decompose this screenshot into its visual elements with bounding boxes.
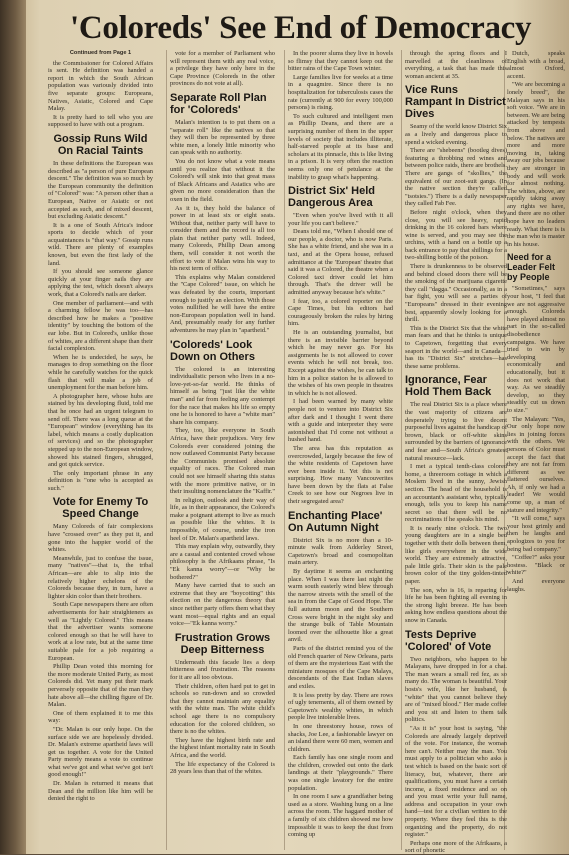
- paragraph: By daytime it seems an enchanting place. When I was there last night the warm south easterly wind blew through the narrow streets with the smell of the sea in from the Cape of Good Hope. The full autumn moon and the Southern Cross were bright in the night sky and the strange bulk of Table Mountain loomed over the silhouette like a great anvil.: [288, 568, 393, 644]
- paragraph: Deans told me, "When I should one of our people, a doctor, who is now Paris. She has a white friend, and she was in a taxi, and at the Opera house, refused admittance at the 'European' theatre that said it was a Colored, the theatre when a Colored taxi driver could let him through. That's the driver will be admitted anyway because he's white.": [288, 228, 393, 297]
- column-rule: [401, 50, 402, 850]
- paragraph: Before night o'clock, when they close, you will see heavy, rapid drinking in the 16 colored bars where wine is served, and you may see the urchins, with a hand on a bottle up a back entrance to pay that shillings for a two-shilling bottle of the poison.: [405, 208, 507, 262]
- paragraph: It is nearly nine o'clock. The two young daughters are in a single bed together with their dolls between them, like girls everywhere in the wide world. They are extremely attractive, pale little girls. Their skin is the pale brown color of the tiny golden-tinted paper.: [405, 524, 507, 586]
- paragraph: You do not know what a vote means until you realize that without it the Colored's will sink into that great mass of Black Africans and Asiatics who are given no more consideration than the oxen in the field.: [170, 157, 275, 203]
- paragraph: South Cape newspapers there are often advertisements for hair straighteners as well as "Lightly Colored." This means that the advertiser wants someone colored enough so that he will have to work at a low rate, but at the same time suitable pale for a job requiring a European.: [48, 601, 153, 662]
- paragraph: Two neighbors, who happen to be Malayans, have dropped in for a chat. The man wears a small red fez, as so many do. The woman is beautiful. Your hosts's wife, like her husband, is "white" that you cannot believe they are of "mixed blood." Her made coffee and you sit and listen to them talk politics.: [405, 655, 507, 724]
- paragraph: There are "shebeens" (bootleg dives) featuring a throbbing red wines and between police raids, there are brothels. There are gangs of "skollies," the equivalent of our zoot-suit gangs. (In the native section they're called "tsotsies.") There is a daily newspaper they called Fab Fee.: [405, 147, 507, 208]
- paragraph: One of them explained it to me this way:: [48, 709, 153, 725]
- subheading: Need for a Leader Felt by People: [507, 252, 556, 283]
- paragraph: In religion, outlook and their way of life, as in their appearance, the Colored's make a poignant attempt to live as much as possible like the whites. It is impossible, of course, under the iron heel of Dr. Malan's apartheid laws.: [170, 496, 275, 542]
- paragraph: In one room I saw a grandfather being used as a store. Washing hung on a line across the room. The haggard mother of a family of six children showed me how impossible it was to keep the dust from coming up: [288, 793, 393, 839]
- paragraph: Many have carried that to such an extreme that they are "boycotting" this election on the dangerous theory that since neither party offers them what they want most—equal rights and an equal voice—"Ek kanna worry.": [170, 582, 275, 628]
- paragraph: A photographer here, whose hubs are stained by his developing fluid, told me that he once had an urgent telegram to send off. There was a long queue at the "European" window (everything has its label, which means a costly duplication of services) and so the photographer stepped up to the non-European window, showed his stained fingers, shrugged, and got quick service.: [48, 392, 153, 469]
- paragraph: If you should see someone glance quickly at your finger nails they are applying the test, which doesn't always work, that a Colored's nails are darker.: [48, 268, 153, 299]
- paragraph: It is less pretty by day. There are rows of ugly tenements, all of them owned by Capetown's wealthy whites, in which people live intolerable lives.: [288, 691, 393, 722]
- column-5: [507, 50, 565, 850]
- paragraph: "Coffee?" asks your hostess. "Black or white?": [507, 554, 565, 577]
- paragraph: Underneath this facade lies a deep bitterness and frustration. The reasons for it are all too obvious.: [170, 658, 275, 681]
- paragraph: Phillip Dean voted this morning for the more moderate United Party, as most Coloreds did. Yet many put their mark perversely opposite that of the man they hate above all—the chilling figure of Dr. Malan.: [48, 663, 153, 709]
- subheading: Separate Roll Plan for 'Coloreds': [170, 91, 267, 116]
- paragraph: I fear, too, a colored reporter on the Cape Times, but his editors had courageously broken the rules by hiring him.: [288, 297, 393, 328]
- paragraph: In these definitions the European was described as "a person of pure European descent." The definition was so much by the European community the definition of "Colored" was: "A person other than a European, Native or Asiatic or not accepted as such, and of mixed descent, but excluding Asiatic descent.": [48, 159, 153, 221]
- paragraph: Malan's intention is to put them on a "separate roll" like the natives so that they will then be represented by three white men, a lonely little minority who can speak with no authority.: [170, 118, 275, 157]
- paragraph: "As it is" your host is saying, "the Coloreds are already largely deprived of the vote. For instance, the woman here can't. Neither may the man. You must apply to a politician who asks a test which is based on the basic sort of literacy, but, whatever, there are qualifications, you must have a certain income, a fixed residence and so on and you must write your full name, address and occupation in your own hand—test for a civilian written to the property. Where they feel this is the organizing and the property, do not register.": [405, 724, 507, 839]
- paragraph: And everyone laughs.: [507, 578, 565, 593]
- paragraph: "Even when you've lived with it all your life you can't believe.": [288, 212, 393, 227]
- paragraph: To such cultured and intelligent men as Phillip Deans, and there are a surprising number of them in the upper levels of society that includes illiterate, half-starved people at its base and scholars at its pinnacle, this is like living in a prison. It is very often the reaction seems only one of petulance at the inability to grasp what's happening.: [288, 112, 393, 181]
- paragraph: "Dr. Malan is our only hope. On the surface side we are hopelessly divided. Dr. Malan's extreme apartheid laws will get us together. A vote for the United Party merely means a vote to continue what we've got and what we've got isn't good enough!": [48, 725, 153, 779]
- paragraph: through the spring floors and I marvelled at the cleanliness of everything, a task that has made this woman ancient at 35.: [405, 50, 507, 80]
- paragraph: There is drunkenness to be observed and behind closed doors there will be the smoking of the marijuana cigarette they call "dagga." Occasionally, as in a bar fight, you will see a parties of "Europeans" dressed in their evening best, apparently slowly looking for a thrill.: [405, 263, 507, 324]
- subheading: 'Coloreds' Look Down on Others: [170, 338, 255, 363]
- subheading: Enchanting Place' On Autumn Night: [288, 509, 383, 534]
- paragraph: Each family has one single room and the children, crowded out onto the dark landings at their "playgrounds." There was one single lavatory for the entire population.: [288, 754, 393, 792]
- column-4: [405, 50, 507, 855]
- column-2: [170, 50, 275, 850]
- paragraph: They, too, like everyone in South Africa, have their prejudices. Very few Coloreds ever considered joining the now outlawed Communist Party because the Communists promised absolute equality of races. The Colored man could not see himself sharing this status with the more primitive native, or in their insulting nomenclature the "Kaffir.": [170, 427, 276, 496]
- paragraph: The area has this reputation as overcrowded, largely because the few of the white residents of Capetown have ever been inside it. Yet this is not surprising. How many Vancouverites have been down by the flats at False Creek to see how our Negroes live in their segregated area?: [288, 444, 393, 506]
- paragraph: the Commissioner for Colored Affairs is sent. He definition was handed a report in which the South African population was variously divided into five separate groups: Europeans, Natives, Asiatic, Colored and Cape Malay.: [48, 59, 153, 113]
- paragraph: "Sometimes," says your host, "I feel that we are not aggressive enough. Coloreds have played almost no part in the so-called disobedience campaigns. We have tried to win by developing economically and educationally, but it does not work that way. As we steadily develop, so they steadily cut us down to size.": [507, 285, 565, 414]
- column-rule: [166, 50, 167, 850]
- paragraph: The son, who is 16, is reparing for life he has been fighting all evening in the strong light breeze. He has been asking how endless questions about the snow in Canada.: [405, 586, 507, 624]
- paragraph: Their children, often hard put to get in schools so run-down and so crowded that they cannot maintain any equality with the white man. The white child's school age there is no compulsory education for the colored children, so there is no the whites.: [170, 682, 275, 736]
- paragraph: He is an outstanding journalist, but there is an invisible barrier beyond which he may never go. For his assignments he is not allowed to cover events which he will not break, too. Except against the wishes, he can talk to him in a police station he is allowed to the wishes of his own people in theatres in which he is not allowed.: [288, 329, 393, 397]
- paragraph: The colored is an interesting individualistic person who lives in a no-love-yet-so-far world. He thinks of himself as being "just like the white man" and far from feeling any contempt for the race that makes his life so empty one he is honored to have a "white man" share his company.: [170, 365, 275, 426]
- paragraph: "It will come," says your host grimly and then he laughs and apologizes to you for being bad company.": [507, 515, 565, 553]
- subheading: Ignorance, Fear Hold Them Back: [405, 374, 492, 399]
- paragraph: In the poorer slums they live in hovels so flimsy that they cannot keep out the bitter rains of the Cape Town winter.: [288, 50, 393, 73]
- subheading: Gossip Runs Wild On Racial Taints: [53, 132, 148, 157]
- paragraph: I had been warned by many white people not to venture into District Six after dark and I thought I went there with a guide and interpreter they were astonished that I'd come not without a hushed hand.: [288, 398, 393, 444]
- subheading: Vice Runs Rampant In District Dives: [405, 84, 506, 121]
- book-binding-edge: [0, 0, 26, 854]
- paragraph: I met a typical tenth-class colored home, a threeroom cottage in which a Moslem lived in the sunny, Jewish section. The head of the household is an accountant's assistant who, typically enough, tells you to keep his name secret so that there will be no recriminations if he speaks his mind.: [405, 463, 507, 524]
- paragraph: They have the highest birth rate and the highest infant mortality rate in South Africa, and the world.: [170, 736, 275, 759]
- paragraph: Meanwhile, just to confuse the issue, many "natives"—that is, the tribal African—are able to slip into the relatively higher echelons of the Coloreds because they, in turn, have a lighter skin color than their brothers.: [48, 554, 153, 600]
- paragraph: Dutch, speaks English with a broad, almost Oxford, accent.: [507, 50, 565, 80]
- paragraph: It is pretty hard to tell who you are supposed to have with out a program.: [48, 113, 153, 129]
- paragraph: Seamy of the world know District Six as a lively and dangerous place to spend a wicked evening.: [405, 123, 507, 146]
- paragraph: Parts of the district remind you of the old French quarter of New Orleans, parts of them are the mysterious East with the miniature mosques of the Cape Malays, descendants of the East Indian slaves and exiles.: [288, 644, 393, 690]
- subheading: Frustration Grows Deep Bitterness: [174, 631, 271, 656]
- paragraph: Large families live for weeks at a time in a quagmire. Since there is no hospitalization for tuberculosis cases the rate (currently at 900 for every 100,000 persons) is rising.: [288, 73, 393, 112]
- continued-notice: Continued from Page 1: [69, 50, 132, 56]
- paragraph: This is the District Six that the white man fears and that he thinks is unique to Capetown, forgetting that every seaport in the world—and in Canada—has its "District Six" stretches—has these same problems.: [405, 324, 507, 370]
- paragraph: "We are becoming a lonely breed", the Malayan says in his soft voice. "We are in between. We are being attacked by tempests from above and below. The natives are more and more moving in, taking away our jobs because they are stronger in body and will work for almost nothing. The whites, above, are rapidly taking away any rights we have, and there are no other hope have no leaders ready. What there is is the man who is master in his house.: [507, 81, 565, 248]
- column-rule: [284, 50, 285, 850]
- paragraph: Dr. Malan is returned it means that Dean and the million like him will be denied the right to: [48, 780, 153, 803]
- paragraph: The only important phrase in any definition is "one who is accepted as such.": [48, 469, 153, 492]
- paragraph: As it is, they hold the balance of power in at least six or eight seats. Without that, neither party will have to consider them and the record is all too plain that neither party will. Indeed, many Coloreds, Phillip Dean among them, will consider it not worth the effort to vote if Malan wins his way to his next term of office.: [170, 204, 275, 273]
- paragraph: vote for a member of Parliament who will represent them with any real voice, a privilege they have only here in the Cape Province (Coloreds in the other provinces do not vote at all).: [170, 50, 275, 88]
- paragraph: One member of parliament—and with a charming fellow he was too—has described how he makes a "positive identity" by touching the bottom of the ear lobe. But in Colored's, unlike those of whites, are a different shape than their facial complexion.: [48, 299, 153, 353]
- column-3: [288, 50, 393, 850]
- paragraph: This explains why Malan considered the "Cape Colored" issue, on which he was defeated by the courts, important enough to justify an election. With those votes nullified he will have the entire non-European population well in hand. And, presumably ready for any further adventures he may plan in "apartheid.": [170, 273, 275, 334]
- subheading: Tests Deprive 'Colored' of Vote: [405, 628, 492, 653]
- page-headline: 'Coloreds' See End of Democracy: [70, 10, 532, 46]
- paragraph: When he is undecided, he says, he manages to drop something on the floor while he carefully watches for the quick flash that will make a job of unemployment for the man before him.: [48, 353, 153, 392]
- paragraph: Many Coloreds of fair complexions have "crossed over" as they put it, and gone into the happier world of the whites.: [48, 523, 153, 554]
- paragraph: It is a one of South Africa's indoor sports to decide which of your acquaintances is "that way." Gossip runs wild. There are plenty of examples known, but even the first lady of the land.: [48, 221, 153, 267]
- paragraph: Perhaps one more of the Afrikaans, a sort of phonetic: [405, 839, 507, 855]
- column-1: [48, 50, 153, 850]
- subheading: District Six' Held Dangerous Area: [288, 185, 375, 210]
- paragraph: District Six is no more than a 10-minute walk from Adderley Street, Capetown's broad and cosmopolitan main artery.: [288, 536, 393, 567]
- subheading: Vote for Enemy To Speed Change: [52, 496, 149, 521]
- paragraph: The real District Six is a place where the vast majority of citizens are desperately trying to live decent purposeful lives against the handicap of brown, black or off-white skins surrounded by the barriers of ignorance and fear and—South Africa's greatest natural resource—lack.: [405, 401, 507, 462]
- paragraph: This may explain why, outwardly, they are a casual and contented crowd whose philosophy is the Afrikaans phrase, "Is "Ek kanna worry"—or "Why be bothered?": [170, 543, 275, 581]
- paragraph: In one threestorey house, rows of shacks, Joe Lee, a fashionable lawyer on an island there were 60 men, women and children.: [288, 722, 393, 753]
- paragraph: The life expectancy of the Colored is 28 years less than that of the whites.: [170, 760, 275, 776]
- paragraph: The Malayan: "Yes, Our only hope now lies in joining forces with the others. We persons of Color must accept the fact that they are not far from different as we flattered ourselves. Ah, if only we had a leader! We would come up, a man of stature and integrity.": [507, 415, 565, 514]
